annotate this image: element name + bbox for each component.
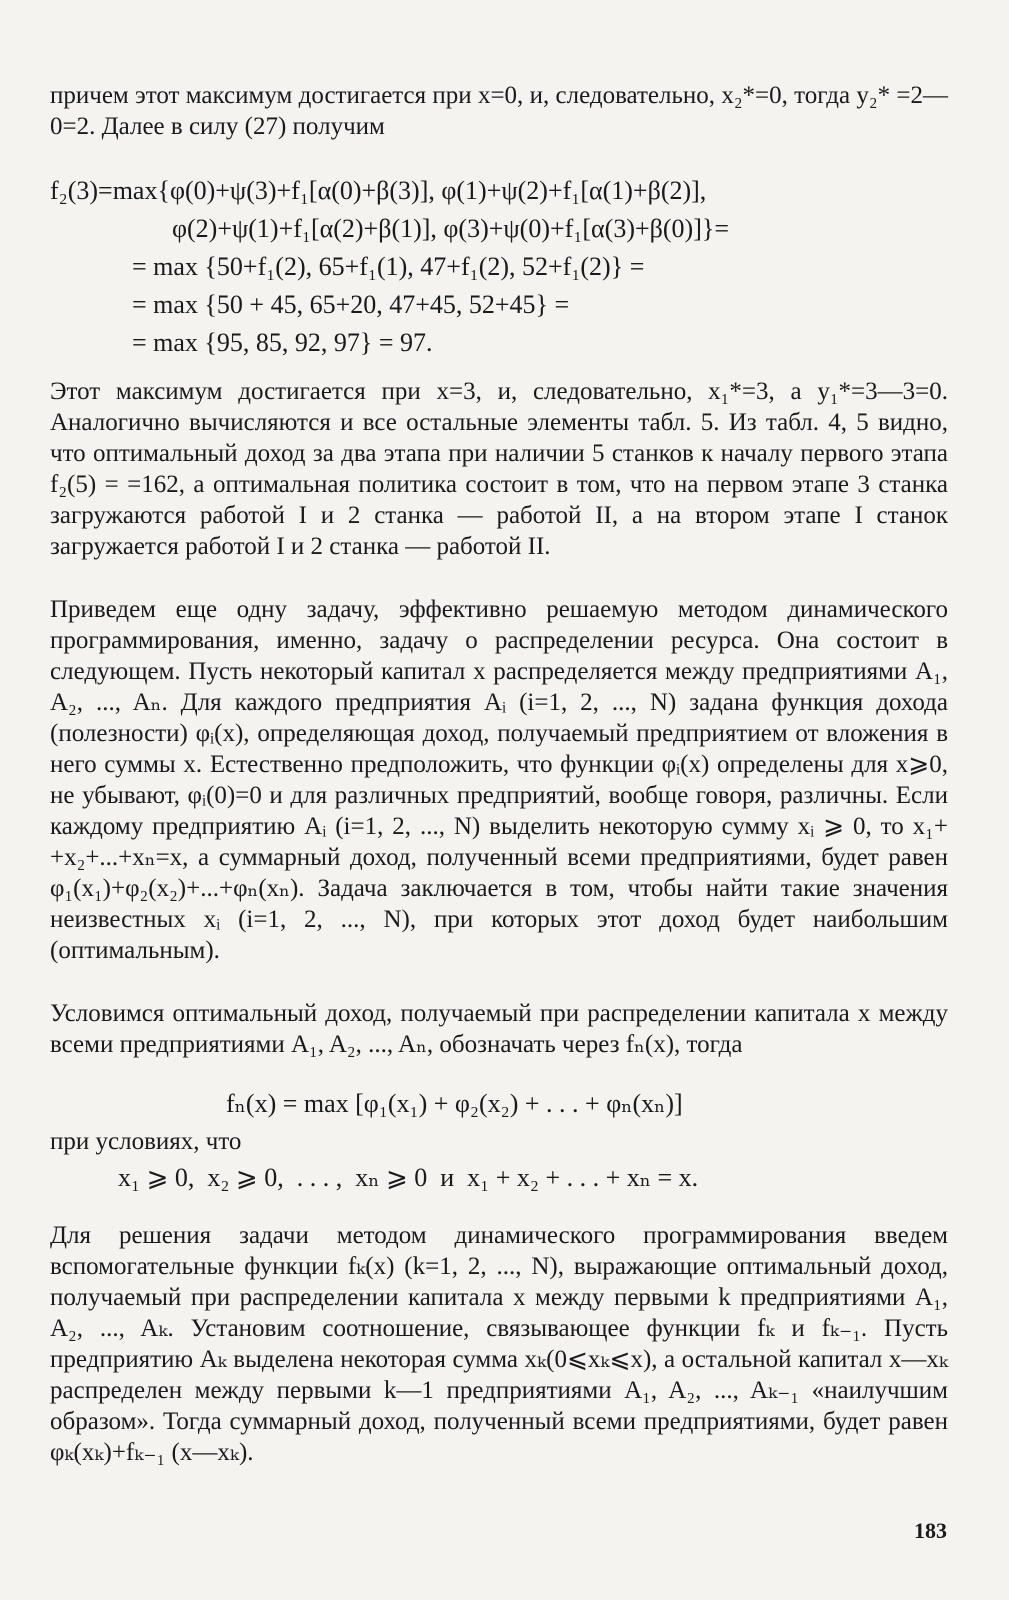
paragraph-intro: причем этот максимум достигается при x=0, и, следовательно, x₂*=0, тогда y₂* =2—0=2. Далее в силу (27) получим <box>50 82 948 140</box>
paragraph-optimal-income: Условимся оптимальный доход, получаемый при распределении капитала x между всеми предприятиями A₁, A₂, ..., Aₙ, обозначать через fₙ(x), тогда <box>50 1000 948 1058</box>
page-number: 183 <box>914 1518 947 1543</box>
equation-f2-line5: = max {95, 85, 92, 97} = 97. <box>132 328 433 357</box>
equation-fN: fₙ(x) = max [φ₁(x₁) + φ₂(x₂) + . . . + φₙ(xₙ)] <box>226 1089 683 1118</box>
equation-constraints: x₁ ⩾ 0, x₂ ⩾ 0, . . . , xₙ ⩾ 0 и x₁ + x₂ + . . . + xₙ = x. <box>118 1163 699 1192</box>
equation-f2-line1: f₂(3)=max{φ(0)+ψ(3)+f₁[α(0)+β(3)], φ(1)+ψ(2)+f₁[α(1)+β(2)], <box>50 176 707 205</box>
paragraph-conditions: при условиях, что <box>50 1128 242 1155</box>
equation-f2-line3: = max {50+f₁(2), 65+f₁(1), 47+f₁(2), 52+f₁(2)} = <box>132 252 645 281</box>
equation-f2-line4: = max {50 + 45, 65+20, 47+45, 52+45} = <box>132 290 570 319</box>
paragraph-result: Этот максимум достигается при x=3, и, следовательно, x₁*=3, а y₁*=3—3=0. Аналогично вычисляются и все остальные элементы табл. 5. Из табл. 4, 5 видно, что оптимальный доход за два этапа при наличии 5 станков к началу первого этапа f₂(5) = =162, а оптимальная политика состоит в том, что на первом этапе 3 станка загружаются работой I и 2 станка — работой II, а на втором этапе I станок загружается работой I и 2 станка — работой II. <box>50 378 948 560</box>
paragraph-auxiliary-functions: Для решения задачи методом динамического программирования введем вспомогательные функции fₖ(x) (k=1, 2, ..., N), выражающие оптимальный доход, получаемый при распределении капитала x между первыми k предприятиями A₁, A₂, ..., Aₖ. Установим соотношение, связывающее функции fₖ и fₖ₋₁. Пусть предприятию Aₖ выделена некоторая сумма xₖ(0⩽xₖ⩽x), а остальной капитал x—xₖ распределен между первыми k—1 предприятиями A₁, A₂, ..., Aₖ₋₁ «наилучшим образом». Тогда суммарный доход, полученный всеми предприятиями, будет равен φₖ(xₖ)+fₖ₋₁ (x—xₖ). <box>50 1222 948 1466</box>
paragraph-resource-problem: Приведем еще одну задачу, эффективно решаемую методом динамического программирования, именно, задачу о распределении ресурса. Она состоит в следующем. Пусть некоторый капитал x распределяется между предприятиями A₁, A₂, ..., Aₙ. Для каждого предприятия Aᵢ (i=1, 2, ..., N) задана функция дохода (полезности) φᵢ(x), определяющая доход, получаемый предприятием от вложения в него суммы x. Естественно предположить, что функции φᵢ(x) определены для x⩾0, не убывают, φᵢ(0)=0 и для различных предприятий, вообще говоря, различны. Если каждому предприятию Aᵢ (i=1, 2, ..., N) выделить некоторую сумму xᵢ ⩾ 0, то x₁+ +x₂+...+xₙ=x, а суммарный доход, полученный всеми предприятиями, будет равен φ₁(x₁)+φ₂(x₂)+...+φₙ(xₙ). Задача заключается в том, чтобы найти такие значения неизвестных xᵢ (i=1, 2, ..., N), при которых этот доход будет наибольшим (оптимальным). <box>50 596 948 964</box>
equation-f2-line2: φ(2)+ψ(1)+f₁[α(2)+β(1)], φ(3)+ψ(0)+f₁[α(3)+β(0)]}= <box>172 214 729 243</box>
